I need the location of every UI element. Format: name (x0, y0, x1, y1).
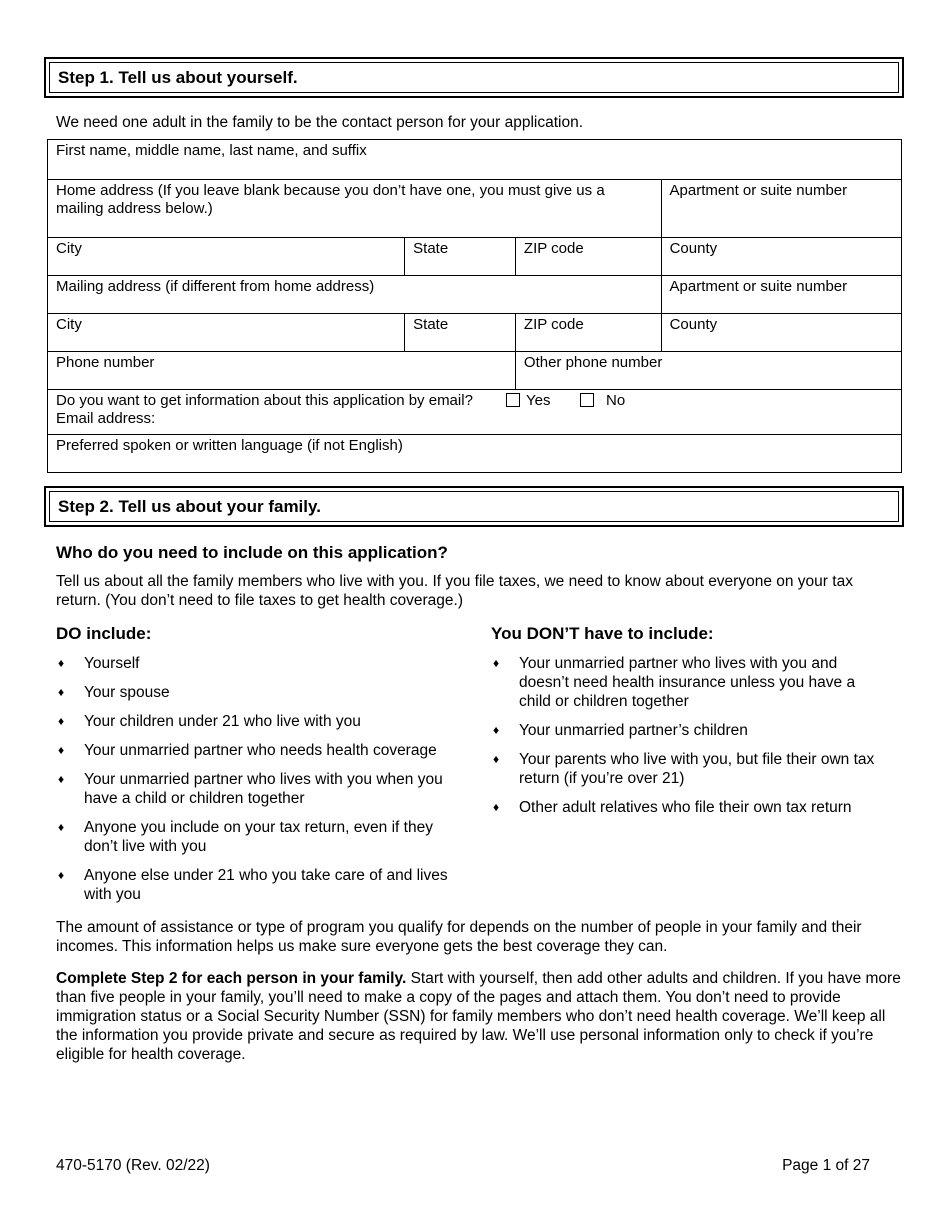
diamond-bullet-icon: ♦ (493, 656, 500, 670)
city-label-2: City (56, 316, 82, 333)
list-item: ♦ Yourself (58, 655, 140, 672)
state-label-2: State (413, 316, 449, 333)
complete-step-bold: Complete Step 2 for each person in your family. (56, 970, 407, 987)
mailing-address-row (48, 276, 901, 314)
list-item: ♦ Your unmarried partner who lives with you when you have a child or children together (58, 771, 443, 807)
name-row (48, 140, 901, 180)
phone-row (48, 352, 901, 390)
step2-title: Step 2. Tell us about your family. (49, 491, 899, 522)
page-number: Page 1 of 27 (782, 1157, 870, 1174)
step1-intro: We need one adult in the family to be the contact person for your application. (56, 114, 584, 131)
complete-step-text: Start with yourself, then add other adults and children. If you have more than five people in your family, you’ll need to make a copy of the pages and attach them. You don’t need to provide immigration status or a Social Security Number (SSN) for family members who don’t need health coverage. We’ll keep all the information you provide private and secure as required by law. We’ll use personal information only to check if you’re eligible for health coverage. (56, 970, 901, 1063)
do-include-heading: DO include: (56, 624, 152, 643)
list-item: ♦ Anyone else under 21 who you take care of and lives with you (58, 867, 448, 903)
form-number: 470-5170 (Rev. 02/22) (56, 1157, 210, 1174)
home-address-row (48, 180, 901, 238)
email-field[interactable] (48, 390, 901, 434)
other-phone-field[interactable] (516, 352, 901, 389)
diamond-bullet-icon: ♦ (58, 743, 65, 757)
email-no-option[interactable] (580, 392, 625, 410)
zip-label-2: ZIP code (523, 316, 584, 333)
zip-label: ZIP code (523, 240, 584, 257)
city-row-2 (48, 314, 901, 352)
mailing-address-field[interactable] (48, 276, 662, 313)
no-label: No (606, 392, 626, 409)
dont-include-heading: You DON’T have to include: (491, 624, 714, 643)
diamond-bullet-icon: ♦ (58, 714, 65, 728)
other-phone-label: Other phone number (523, 354, 663, 371)
apartment-field-2[interactable] (662, 276, 901, 313)
list-item: ♦ Your unmarried partner who lives with you and doesn’t need health insurance unless you have a child or children together (493, 655, 856, 710)
apartment-label-2: Apartment or suite number (669, 278, 848, 295)
step1-header (44, 57, 904, 98)
language-label: Preferred spoken or written language (if not English) (56, 437, 403, 454)
state-label: State (413, 240, 449, 257)
list-item: ♦ Your children under 21 who live with you (58, 713, 361, 730)
email-row (48, 390, 901, 435)
phone-label: Phone number (56, 354, 155, 371)
city-field-2[interactable] (48, 314, 405, 351)
email-address-label: Email address: (56, 410, 156, 427)
list-item: ♦ Your spouse (58, 684, 170, 701)
who-heading: Who do you need to include on this application? (56, 543, 448, 562)
step2-header (44, 486, 904, 527)
list-item: ♦ Your parents who live with you, but file their own tax return (if you’re over 21) (493, 751, 875, 787)
diamond-bullet-icon: ♦ (493, 752, 500, 766)
city-row (48, 238, 901, 276)
contact-form (47, 139, 902, 473)
state-field-2[interactable] (405, 314, 516, 351)
home-address-field[interactable] (48, 180, 662, 237)
dont-include-list (491, 654, 891, 817)
assistance-text: The amount of assistance or type of program you qualify for depends on the number of people in your family and their incomes. This information helps us make sure everyone gets the best coverage they can. (56, 919, 862, 955)
complete-step-paragraph (56, 969, 901, 1064)
diamond-bullet-icon: ♦ (58, 868, 65, 882)
name-field[interactable] (48, 140, 901, 179)
state-field[interactable] (405, 238, 516, 275)
do-include-list (56, 654, 466, 904)
county-field[interactable] (662, 238, 901, 275)
zip-field-2[interactable] (516, 314, 662, 351)
zip-field[interactable] (516, 238, 662, 275)
home-address-label: Home address (If you leave blank because you don’t have one, you must give us a mailing address below.) (56, 182, 605, 217)
county-label-2: County (669, 316, 718, 333)
step1-title: Step 1. Tell us about yourself. (49, 62, 899, 93)
yes-label: Yes (526, 392, 551, 409)
diamond-bullet-icon: ♦ (493, 723, 500, 737)
list-item: ♦ Other adult relatives who file their own tax return (493, 799, 852, 816)
language-field[interactable] (48, 435, 901, 472)
apartment-label: Apartment or suite number (669, 182, 848, 199)
language-row (48, 435, 901, 472)
who-text: Tell us about all the family members who live with you. If you file taxes, we need to know about everyone on your tax return. (You don’t need to file taxes to get health coverage.) (56, 573, 853, 609)
phone-field[interactable] (48, 352, 516, 389)
email-yes-option[interactable] (506, 392, 550, 410)
list-item: ♦ Your unmarried partner who needs health coverage (58, 742, 437, 759)
diamond-bullet-icon: ♦ (58, 820, 65, 834)
city-label: City (56, 240, 82, 257)
diamond-bullet-icon: ♦ (493, 800, 500, 814)
list-item: ♦ Anyone you include on your tax return, even if they don’t live with you (58, 819, 433, 855)
diamond-bullet-icon: ♦ (58, 656, 65, 670)
apartment-field[interactable] (662, 180, 901, 237)
county-label: County (669, 240, 718, 257)
city-field[interactable] (48, 238, 405, 275)
mailing-address-label: Mailing address (if different from home address) (56, 278, 375, 295)
diamond-bullet-icon: ♦ (58, 772, 65, 786)
yes-checkbox[interactable] (506, 393, 520, 407)
list-item: ♦ Your unmarried partner’s children (493, 722, 748, 739)
email-question: Do you want to get information about this application by email? (56, 392, 473, 409)
diamond-bullet-icon: ♦ (58, 685, 65, 699)
no-checkbox[interactable] (580, 393, 594, 407)
county-field-2[interactable] (662, 314, 901, 351)
name-label: First name, middle name, last name, and suffix (56, 142, 367, 159)
